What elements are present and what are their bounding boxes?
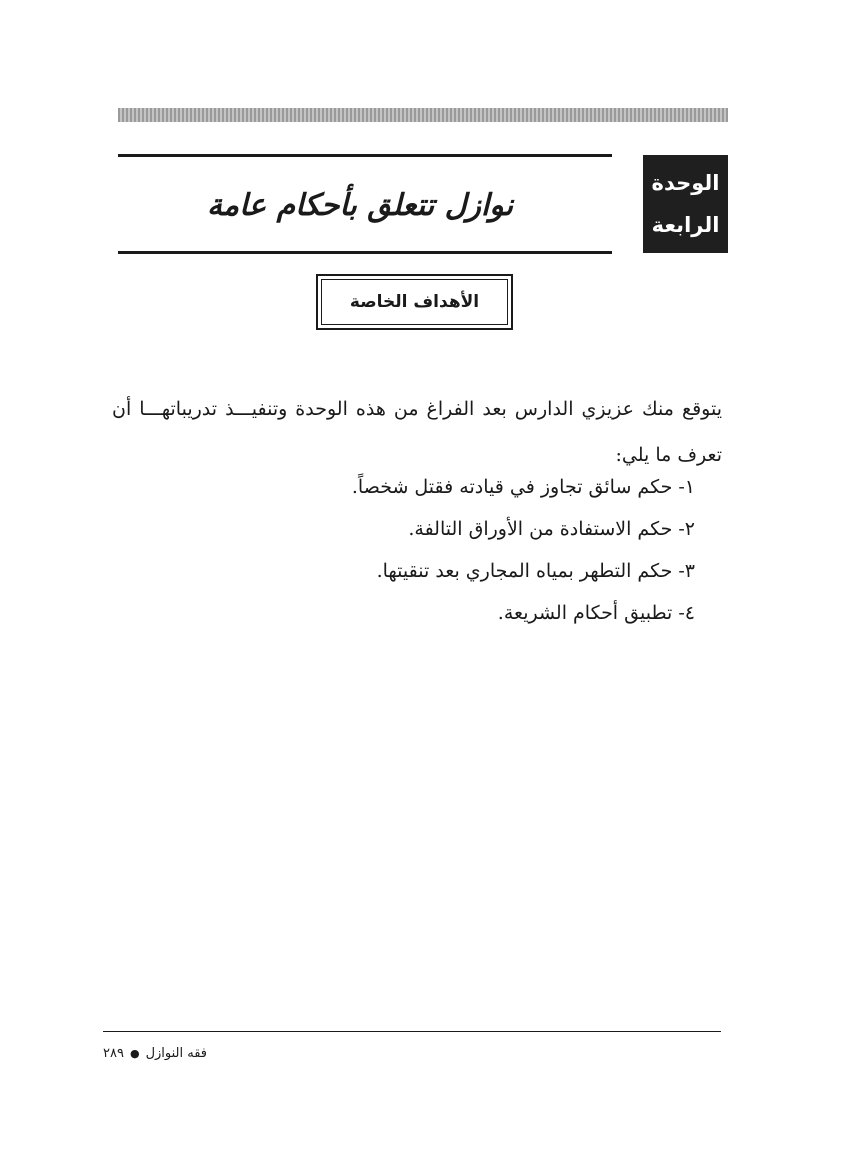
decorative-header-band — [118, 108, 728, 122]
footer-rule — [103, 1031, 721, 1032]
page-number: ٢٨٩ — [103, 1046, 124, 1061]
objective-item: ١- حكم سائق تجاوز في قيادته فقتل شخصاً. — [351, 476, 695, 498]
footer-separator: ● — [129, 1047, 140, 1060]
footer-book-title: فقه النوازل — [145, 1046, 208, 1061]
title-rule-top — [118, 154, 612, 157]
objective-item: ٢- حكم الاستفادة من الأوراق التالفة. — [408, 518, 695, 540]
objective-item: ٤- تطبيق أحكام الشريعة. — [497, 602, 695, 624]
objectives-heading-frame — [316, 274, 513, 330]
title-rule-bottom — [118, 251, 612, 254]
page-footer — [103, 1046, 207, 1061]
unit-label-box — [643, 155, 728, 253]
objective-item: ٣- حكم التطهر بمياه المجاري بعد تنقيتها. — [376, 560, 695, 582]
unit-label-line2: الرابعة — [651, 213, 720, 237]
objectives-heading: الأهداف الخاصة — [321, 279, 508, 325]
unit-title: نوازل تتعلق بأحكام عامة — [206, 187, 514, 223]
unit-label-line1: الوحدة — [651, 171, 720, 195]
objectives-list — [352, 466, 695, 634]
intro-paragraph: يتوقع منك عزيزي الدارس بعد الفراغ من هذه الوحدة وتنفيـــذ تدريباتهـــا أن تعرف ما يلي: — [112, 398, 722, 466]
